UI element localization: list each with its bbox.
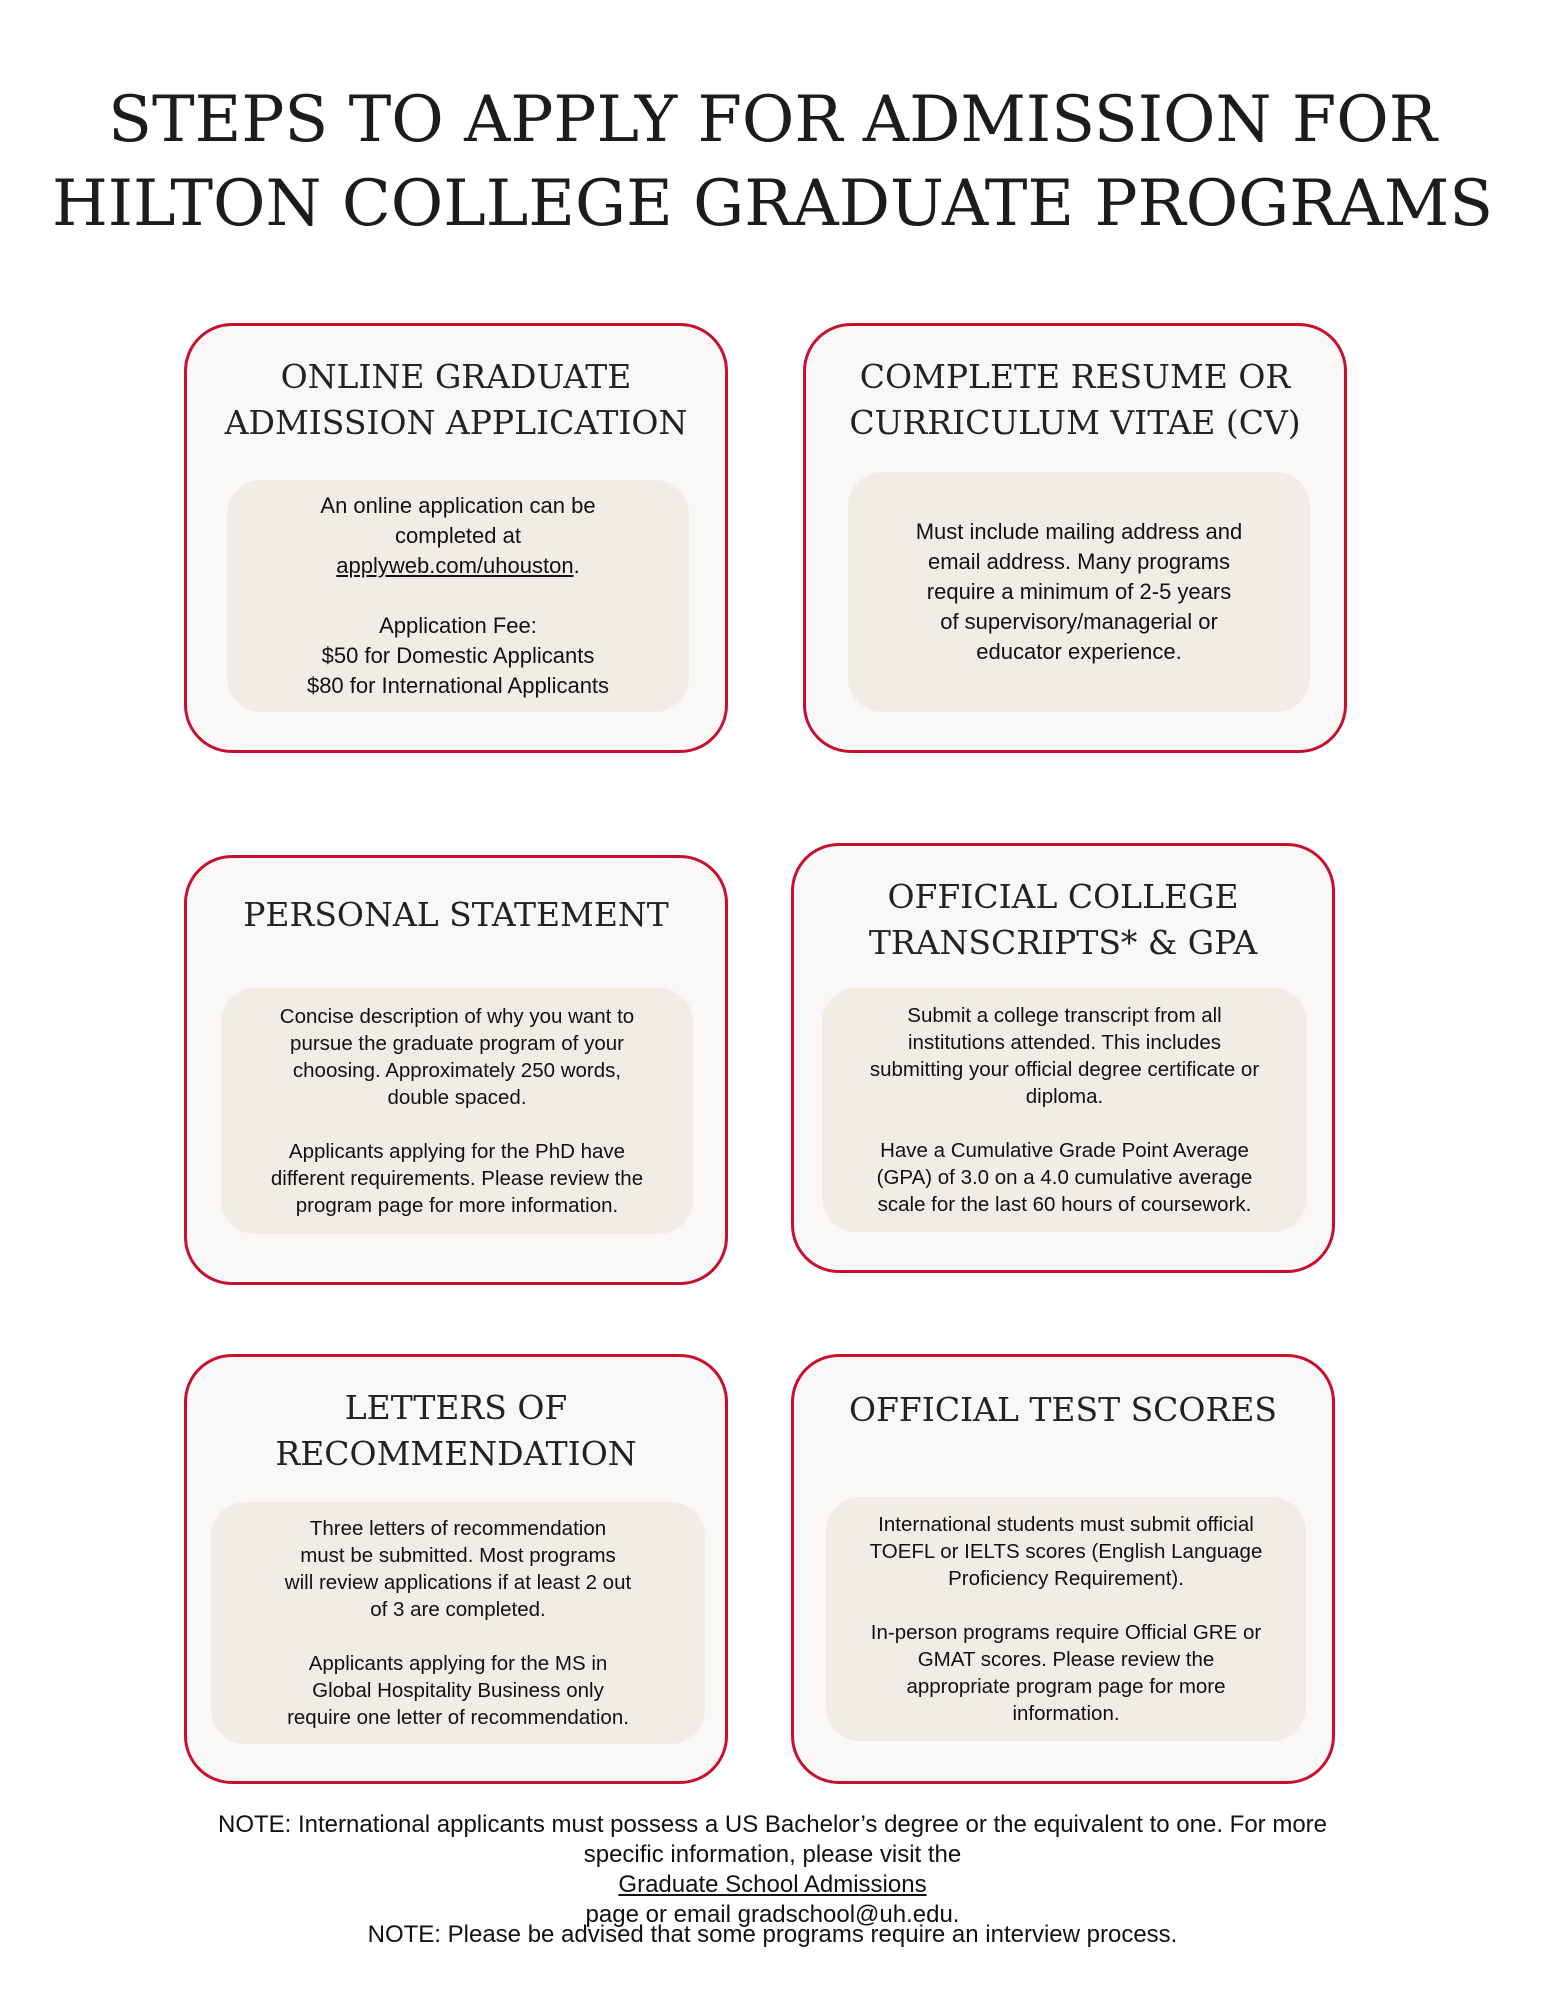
- card-paragraph: [866, 517, 1292, 667]
- text-line: (GPA) of 3.0 on a 4.0 cumulative average: [876, 1166, 1253, 1189]
- card-paragraph: [844, 1511, 1288, 1592]
- text-line: email address. Many programs: [927, 549, 1230, 574]
- card-body: [826, 1497, 1306, 1741]
- text-line: TOEFL or IELTS scores (English Language: [869, 1540, 1263, 1563]
- text-line: institutions attended. This includes: [907, 1031, 1221, 1054]
- text-line: International students must submit official: [878, 1513, 1254, 1536]
- text-line: program page for more information.: [295, 1194, 619, 1217]
- note-line: [0, 1840, 1545, 1930]
- fee-domestic: $50 for Domestic Applicants: [321, 643, 595, 668]
- fee-international: $80 for International Applicants: [306, 673, 610, 698]
- card-title-line: COMPLETE RESUME OR: [859, 357, 1291, 396]
- text-line: must be submitted. Most programs: [300, 1544, 616, 1567]
- card-paragraph: [239, 1138, 675, 1219]
- text-line: [245, 551, 671, 581]
- applyweb-link[interactable]: applyweb.com/uhouston: [336, 553, 574, 578]
- card-body: [211, 1502, 705, 1744]
- text-line: Have a Cumulative Grade Point Average: [880, 1139, 1249, 1162]
- text-line: Three letters of recommendation: [309, 1517, 607, 1540]
- text-line: require one letter of recommendation.: [287, 1706, 629, 1729]
- card-paragraph: [830, 1137, 1299, 1218]
- fee-label: Application Fee:: [379, 613, 537, 638]
- period-text: .: [573, 553, 580, 578]
- text-line: of supervisory/managerial or: [940, 609, 1218, 634]
- card-title-line: RECOMMENDATION: [275, 1434, 637, 1473]
- card-paragraph: [245, 611, 671, 701]
- text-line: GMAT scores. Please review the: [917, 1648, 1215, 1671]
- text-line: different requirements. Please review the: [270, 1167, 644, 1190]
- card-transcripts-gpa: [791, 843, 1335, 1273]
- card-paragraph: [245, 491, 671, 581]
- card-paragraph: [239, 1003, 675, 1111]
- text-line: require a minimum of 2-5 years: [926, 579, 1232, 604]
- text-line: Submit a college transcript from all: [907, 1004, 1222, 1027]
- card-title-line: OFFICIAL COLLEGE: [887, 877, 1239, 916]
- note-interview: [0, 1920, 1545, 1950]
- page-title-line-2: HILTON COLLEGE GRADUATE PROGRAMS: [51, 167, 1494, 241]
- card-personal-statement: [184, 855, 728, 1285]
- text-line: submitting your official degree certificate or: [869, 1058, 1260, 1081]
- note-line: NOTE: Please be advised that some programs require an interview process.: [367, 1921, 1178, 1948]
- card-title: [187, 1385, 725, 1477]
- page-title-line-1: STEPS TO APPLY FOR ADMISSION FOR: [108, 83, 1437, 157]
- text-line: choosing. Approximately 250 words,: [292, 1059, 622, 1082]
- card-paragraph: [830, 1002, 1299, 1110]
- card-title: [806, 354, 1344, 446]
- card-title: [794, 1387, 1332, 1433]
- text-line: Applicants applying for the PhD have: [288, 1140, 626, 1163]
- text-line: Global Hospitality Business only: [312, 1679, 604, 1702]
- card-body: [221, 988, 693, 1234]
- text-line: double spaced.: [387, 1086, 527, 1109]
- card-official-test-scores: [791, 1354, 1335, 1784]
- text-line: will review applications if at least 2 out: [284, 1571, 632, 1594]
- text-line: scale for the last 60 hours of coursework.: [877, 1193, 1252, 1216]
- text-line: An online application can be: [320, 493, 596, 518]
- card-title-line: PERSONAL STATEMENT: [243, 895, 669, 934]
- text-line: completed at: [395, 523, 521, 548]
- card-paragraph: [229, 1650, 687, 1731]
- card-title-line: OFFICIAL TEST SCORES: [848, 1390, 1278, 1429]
- card-body: [822, 988, 1307, 1232]
- page-title: [0, 78, 1545, 246]
- text-line: pursue the graduate program of your: [290, 1032, 624, 1055]
- card-letters-of-recommendation: [184, 1354, 728, 1784]
- text-line: Must include mailing address and: [915, 519, 1243, 544]
- note-international: [0, 1810, 1545, 1930]
- note-line: NOTE: International applicants must possess a US Bachelor’s degree or the equivalent to one. For more: [217, 1811, 1328, 1838]
- note-text: page or email gradschool@uh.edu.: [585, 1901, 960, 1928]
- card-body: [227, 480, 689, 712]
- card-online-application: [184, 323, 728, 753]
- card-title-line: LETTERS OF: [344, 1388, 568, 1427]
- card-title-line: ONLINE GRADUATE: [280, 357, 632, 396]
- text-line: Proficiency Requirement).: [948, 1567, 1184, 1590]
- card-title-line: ADMISSION APPLICATION: [224, 403, 688, 442]
- card-paragraph: [229, 1515, 687, 1623]
- card-body: [848, 472, 1310, 712]
- text-line: educator experience.: [976, 639, 1182, 664]
- card-title-line: TRANSCRIPTS* & GPA: [868, 923, 1258, 962]
- text-line: Concise description of why you want to: [279, 1005, 635, 1028]
- text-line: diploma.: [1025, 1085, 1104, 1108]
- text-line: of 3 are completed.: [370, 1598, 546, 1621]
- card-title: [187, 892, 725, 938]
- text-line: Applicants applying for the MS in: [308, 1652, 608, 1675]
- text-line: In-person programs require Official GRE or: [870, 1621, 1262, 1644]
- card-resume-cv: [803, 323, 1347, 753]
- card-paragraph: [844, 1619, 1288, 1727]
- card-title: [794, 874, 1332, 966]
- text-line: appropriate program page for more: [906, 1675, 1226, 1698]
- text-line: information.: [1012, 1702, 1120, 1725]
- note-text: specific information, please visit the: [583, 1841, 962, 1868]
- graduate-school-admissions-link[interactable]: Graduate School Admissions: [618, 1871, 927, 1898]
- card-title: [187, 354, 725, 446]
- card-title-line: CURRICULUM VITAE (CV): [849, 403, 1301, 442]
